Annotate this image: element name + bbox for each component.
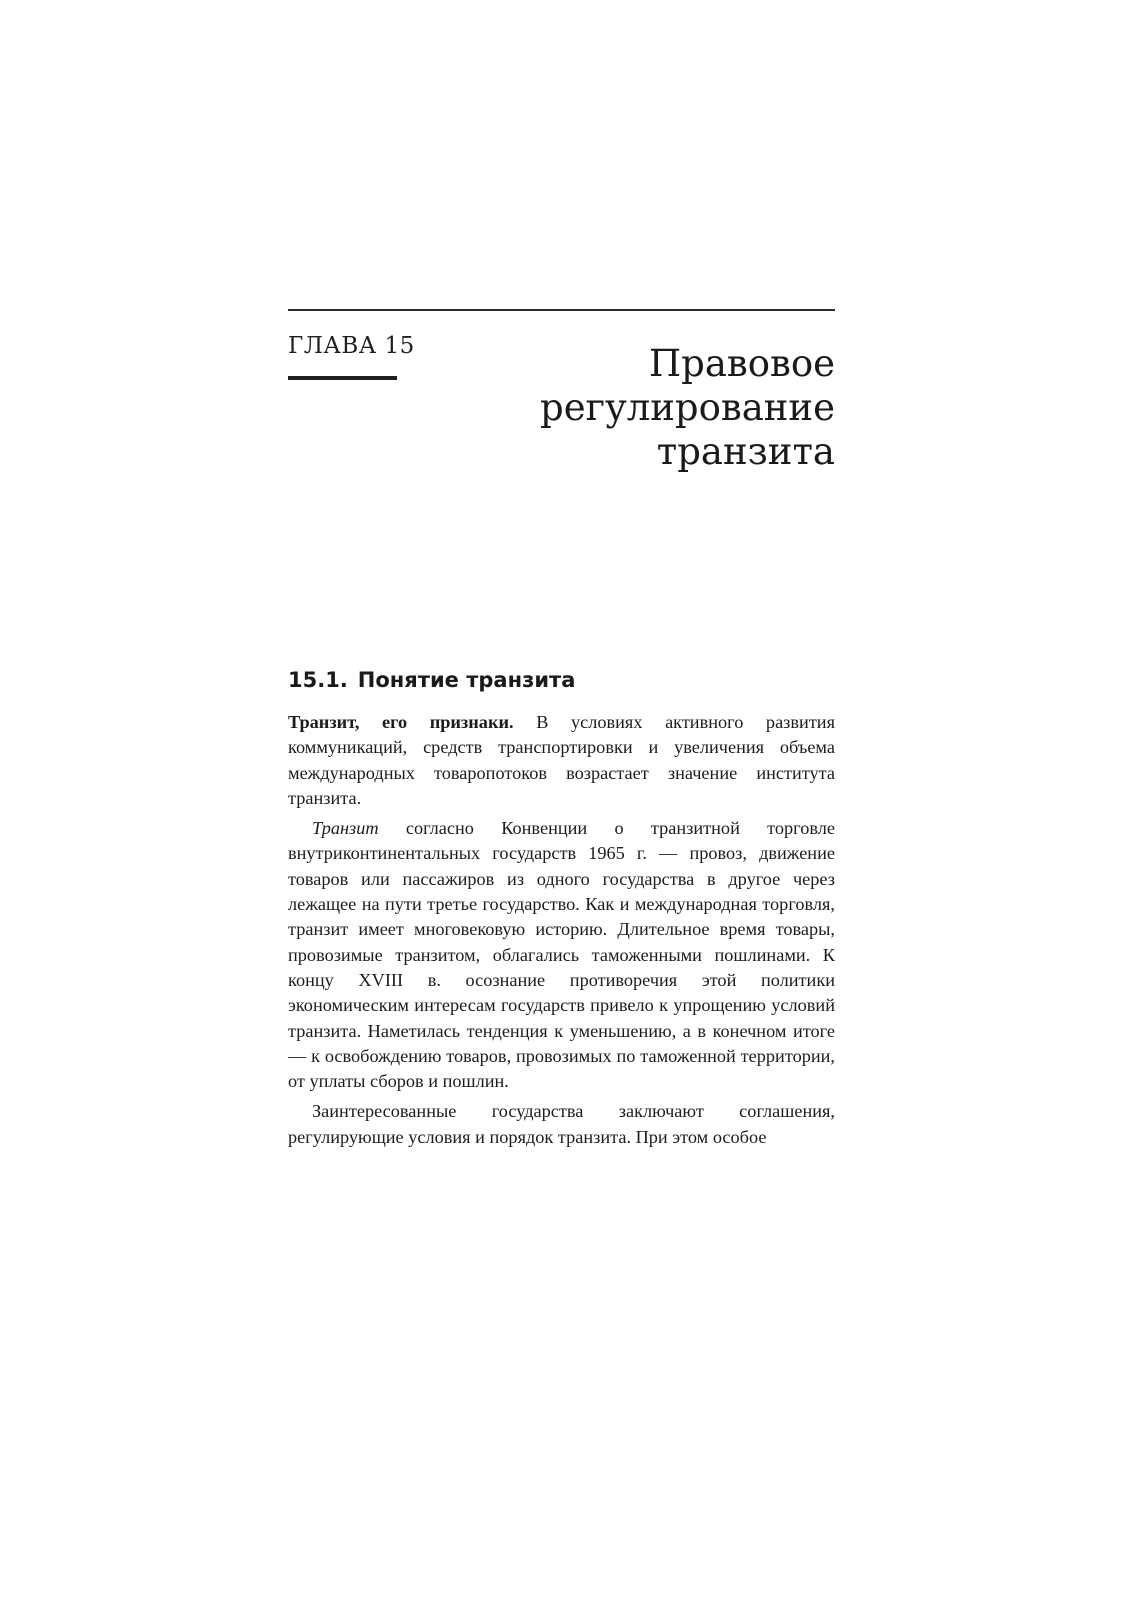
chapter-top-rule [288, 309, 835, 311]
body-text [288, 710, 835, 1150]
chapter-label: ГЛАВА 15 [288, 333, 415, 359]
chapter-title-line-2: регулирование [540, 386, 835, 429]
paragraph-2-term: Транзит [312, 818, 379, 839]
section-title: Понятие транзита [357, 668, 576, 692]
chapter-title-line-3: транзита [656, 430, 835, 473]
section-heading [288, 668, 575, 692]
paragraph-1-text: В условиях активного развития коммуникаций, средств транспортировки и увеличения объема международных товаропотоков возрастает значение института транзита. [288, 712, 836, 808]
chapter-title-line-1: Правовое [648, 342, 835, 385]
chapter-title [415, 342, 835, 474]
paragraph-3-text: Заинтересованные государства заключают соглашения, регулирующие условия и порядок транзита. При этом особое [288, 1101, 835, 1147]
paragraph-2 [288, 816, 835, 1094]
paragraph-2-text: согласно Конвенции о транзитной торговле внутриконтинентальных государств 1965 г. — провоз, движение товаров или пассажиров из одного государства в другое через лежащее на пути третье государство. Как и международная торговля, транзит имеет многовековую историю. Длительное время товары, провозимые транзитом, облагались таможенными пошлинами. К концу XVIII в. осознание противоречия этой политики экономическим интересам государств привело к упрощению условий транзита. Наметилась тенденция к уменьшению, а в конечном итоге — к освобождению товаров, провозимых по таможенной территории, от уплаты сборов и пошлин. [288, 818, 835, 1092]
paragraph-1-lead: Транзит, его признаки. [288, 712, 514, 732]
section-number: 15.1. [288, 668, 348, 692]
paragraph-3 [288, 1099, 835, 1150]
paragraph-1 [288, 710, 835, 811]
chapter-label-underline [288, 376, 397, 380]
